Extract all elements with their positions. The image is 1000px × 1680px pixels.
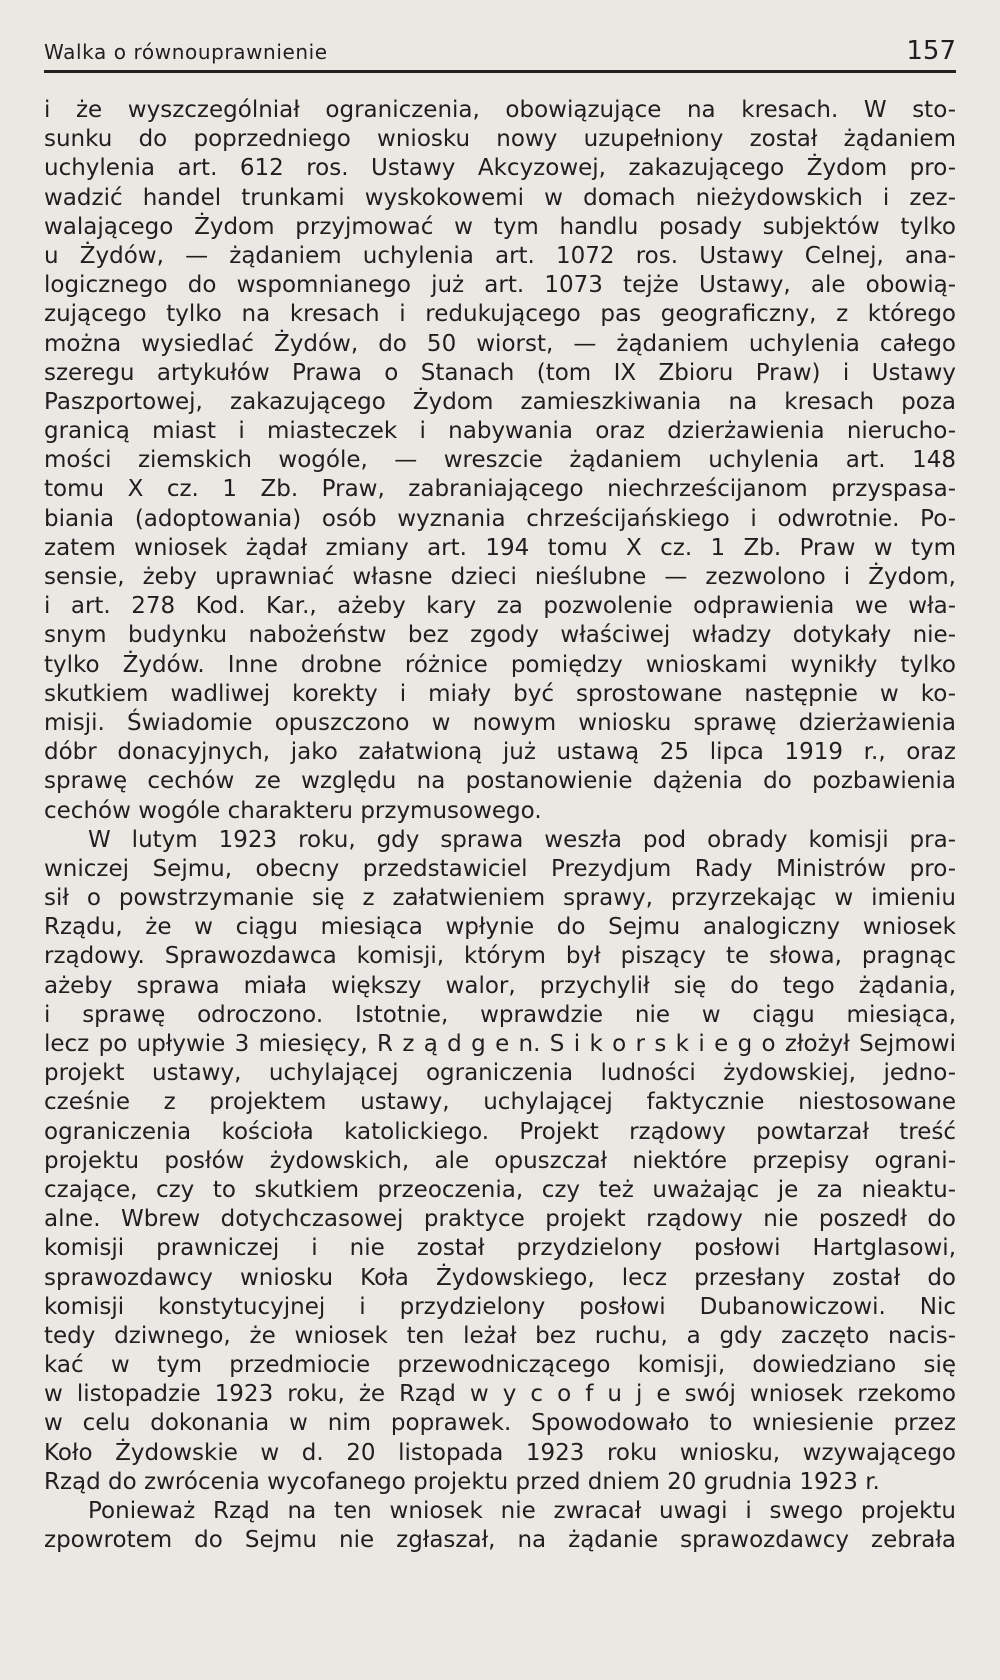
text-line: skutkiem wadliwej korekty i miały być sprostowane następnie w ko- bbox=[44, 680, 956, 707]
text-line: uchylenia art. 612 ros. Ustawy Akcyzowej, zakazującego Żydom pro- bbox=[44, 155, 956, 182]
text-line: Ponieważ Rząd na ten wniosek nie zwracał uwagi i swego projektu bbox=[88, 1498, 956, 1524]
text-line: u Żydów, — żądaniem uchylenia art. 1072 ros. Ustawy Celnej, ana- bbox=[44, 242, 956, 269]
text-line: ograniczenia kościoła katolickiego. Projekt rządowy powtarzał treść bbox=[44, 1118, 956, 1145]
text-line: sunku do poprzedniego wniosku nowy uzupełniony został żądaniem bbox=[44, 126, 956, 153]
text-line: ażeby sprawa miała większy walor, przychylił się do tego żądania, bbox=[44, 972, 956, 999]
text-line: snym budynku nabożeństw bez zgody właściwej władzy dotykały nie- bbox=[44, 622, 956, 649]
text-line: sprawę cechów ze względu na postanowienie dążenia do pozbawienia bbox=[44, 768, 956, 795]
text-line: i sprawę odroczono. Istotnie, wprawdzie nie w ciągu miesiąca, bbox=[44, 1001, 956, 1028]
text-line: projekt ustawy, uchylającej ograniczenia ludności żydowskiej, jedno- bbox=[44, 1060, 956, 1087]
page-header bbox=[44, 36, 956, 70]
text-line: sensie, żeby uprawniać własne dzieci nieślubne — zezwolono i Żydom, bbox=[44, 564, 956, 590]
text-line: tedy dziwnego, że wniosek ten leżał bez ruchu, a gdy zaczęto nacis- bbox=[44, 1322, 956, 1349]
text-line: zpowrotem do Sejmu nie zgłaszał, na żądanie sprawozdawcy zebrała bbox=[44, 1527, 956, 1554]
text-line: czające, czy to skutkiem przeoczenia, czy też uważając je za nieaktu- bbox=[44, 1176, 956, 1203]
text-line: Rządu, że w ciągu miesiąca wpłynie do Sejmu analogiczny wniosek bbox=[44, 914, 956, 941]
text-line: rządowy. Sprawozdawca komisji, którym był piszący te słowa, pragnąc bbox=[44, 943, 956, 970]
text-line: lecz po upływie 3 miesięcy, R z ą d g e n. S i k o r s k i e g o złożył Sejmowi bbox=[44, 1031, 956, 1057]
text-line: wniczej Sejmu, obecny przedstawiciel Prezydjum Rady Ministrów pro- bbox=[44, 855, 956, 882]
text-line: komisji konstytucyjnej i przydzielony posłowi Dubanowiczowi. Nic bbox=[44, 1293, 956, 1320]
text-line: Paszportowej, zakazującego Żydom zamieszkiwania na kresach poza bbox=[44, 388, 956, 415]
text-line: Rząd do zwrócenia wycofanego projektu przed dniem 20 grudnia 1923 r. bbox=[44, 1468, 880, 1495]
page-number: 157 bbox=[906, 36, 956, 66]
text-line: można wysiedlać Żydów, do 50 wiorst, — żądaniem uchylenia całego bbox=[44, 330, 956, 357]
text-line: i art. 278 Kod. Kar., ażeby kary za pozwolenie odprawienia we wła- bbox=[44, 593, 956, 620]
text-line: i że wyszczególniał ograniczenia, obowiązujące na kresach. W sto- bbox=[44, 97, 956, 123]
text-line: zatem wniosek żądał zmiany art. 194 tomu X cz. 1 Zb. Praw w tym bbox=[44, 534, 956, 561]
running-title: Walka o równouprawnienie bbox=[44, 40, 328, 64]
text-line: walającego Żydom przyjmować w tym handlu posady subjektów tylko bbox=[44, 213, 956, 240]
text-line: mości ziemskich wogóle, — wreszcie żądaniem uchylenia art. 148 bbox=[44, 447, 956, 474]
text-line: W lutym 1923 roku, gdy sprawa weszła pod obrady komisji pra- bbox=[88, 826, 956, 853]
text-line: szeregu artykułów Prawa o Stanach (tom IX Zbioru Praw) i Ustawy bbox=[44, 359, 956, 386]
text-line: tylko Żydów. Inne drobne różnice pomiędzy wnioskami wynikły tylko bbox=[44, 651, 956, 678]
text-line: dóbr donacyjnych, jako załatwioną już ustawą 25 lipca 1919 r., oraz bbox=[44, 739, 956, 766]
text-line: misji. Świadomie opuszczono w nowym wniosku sprawę dzierżawienia bbox=[44, 709, 956, 736]
text-line: Koło Żydowskie w d. 20 listopada 1923 roku wniosku, wzywającego bbox=[44, 1439, 956, 1466]
text-line: sił o powstrzymanie się z załatwieniem sprawy, przyrzekając w imieniu bbox=[44, 885, 956, 912]
text-line: wadzić handel trunkami wyskokowemi w domach nieżydowskich i zez- bbox=[44, 184, 956, 211]
text-line: tomu X cz. 1 Zb. Praw, zabraniającego niechrześcijanom przyspasa- bbox=[44, 476, 956, 503]
text-line: granicą miast i miasteczek i nabywania oraz dzierżawienia nierucho- bbox=[44, 418, 956, 445]
text-line: zującego tylko na kresach i redukującego pas geograficzny, z którego bbox=[44, 301, 956, 328]
text-line: logicznego do wspomnianego już art. 1073 tejże Ustawy, ale obowią- bbox=[44, 272, 956, 299]
text-line: cześnie z projektem ustawy, uchylającej faktycznie niestosowane bbox=[44, 1089, 956, 1116]
text-line: kać w tym przedmiocie przewodniczącego komisji, dowiedziano się bbox=[44, 1352, 956, 1379]
header-rule bbox=[44, 70, 956, 73]
text-line: alne. Wbrew dotychczasowej praktyce projekt rządowy nie poszedł do bbox=[44, 1206, 956, 1233]
text-line: projektu posłów żydowskich, ale opuszczał niektóre przepisy ograni- bbox=[44, 1147, 956, 1174]
text-line: w celu dokonania w nim poprawek. Spowodowało to wniesienie przez bbox=[44, 1410, 956, 1437]
text-line: komisji prawniczej i nie został przydzielony posłowi Hartglasowi, bbox=[44, 1235, 956, 1262]
text-line: w listopadzie 1923 roku, że Rząd w y c o f u j e swój wniosek rzekomo bbox=[44, 1381, 956, 1408]
body-text bbox=[44, 96, 956, 1555]
text-line: biania (adoptowania) osób wyznania chrześcijańskiego i odwrotnie. Po- bbox=[44, 505, 956, 532]
text-line: sprawozdawcy wniosku Koła Żydowskiego, lecz przesłany został do bbox=[44, 1264, 956, 1291]
text-line: cechów wogóle charakteru przymusowego. bbox=[44, 797, 542, 824]
